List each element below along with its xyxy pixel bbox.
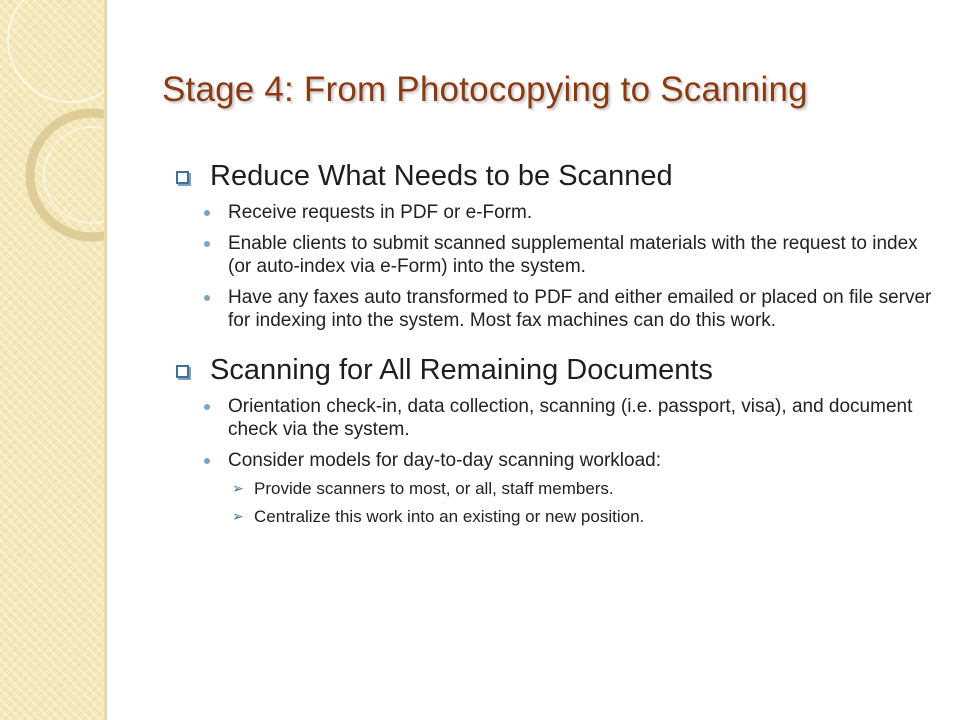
section-heading-label: Scanning for All Remaining Documents — [210, 354, 713, 386]
sub-bullet-item — [176, 478, 936, 500]
bullet-dot-icon — [204, 404, 210, 410]
bullet-text: Receive requests in PDF or e-Form. — [228, 202, 533, 223]
bullet-list — [176, 395, 936, 528]
arrow-right-icon: ➢ — [232, 481, 244, 497]
section-scanning-remaining — [176, 354, 936, 528]
section-heading — [176, 354, 936, 387]
checkbox-square-icon — [176, 171, 189, 184]
slide-content — [176, 160, 936, 536]
bullet-text: Orientation check-in, data collection, scanning (i.e. passport, visa), and document check via the system. — [228, 396, 913, 440]
bullet-dot-icon — [204, 210, 210, 216]
section-reduce-scanning — [176, 160, 936, 332]
bullet-list — [176, 201, 936, 332]
sub-bullet-list — [228, 478, 936, 528]
section-heading — [176, 160, 936, 193]
bullet-dot-icon — [204, 295, 210, 301]
sub-bullet-text: Centralize this work into an existing or new position. — [254, 507, 645, 526]
bullet-item — [176, 286, 936, 332]
decorative-left-band — [0, 0, 107, 720]
section-heading-label: Reduce What Needs to be Scanned — [210, 160, 673, 192]
sub-bullet-item — [176, 506, 936, 528]
bullet-dot-icon — [204, 458, 210, 464]
checkbox-square-icon — [176, 365, 189, 378]
slide-title: Stage 4: From Photocopying to Scanning — [162, 70, 808, 109]
bullet-item — [176, 395, 936, 441]
bullet-dot-icon — [204, 241, 210, 247]
bullet-text: Consider models for day-to-day scanning workload: — [228, 450, 661, 471]
bullet-text: Enable clients to submit scanned supplemental materials with the request to index (or auto-index via e-Form) into the system. — [228, 233, 918, 277]
bullet-item — [176, 449, 936, 528]
decorative-circles — [0, 0, 104, 720]
bullet-item — [176, 201, 936, 224]
bullet-text: Have any faxes auto transformed to PDF and either emailed or placed on file server for indexing into the system. Most fax machines can do this work. — [228, 287, 932, 331]
sub-bullet-text: Provide scanners to most, or all, staff members. — [254, 479, 614, 498]
arrow-right-icon: ➢ — [232, 509, 244, 525]
bullet-item — [176, 232, 936, 278]
